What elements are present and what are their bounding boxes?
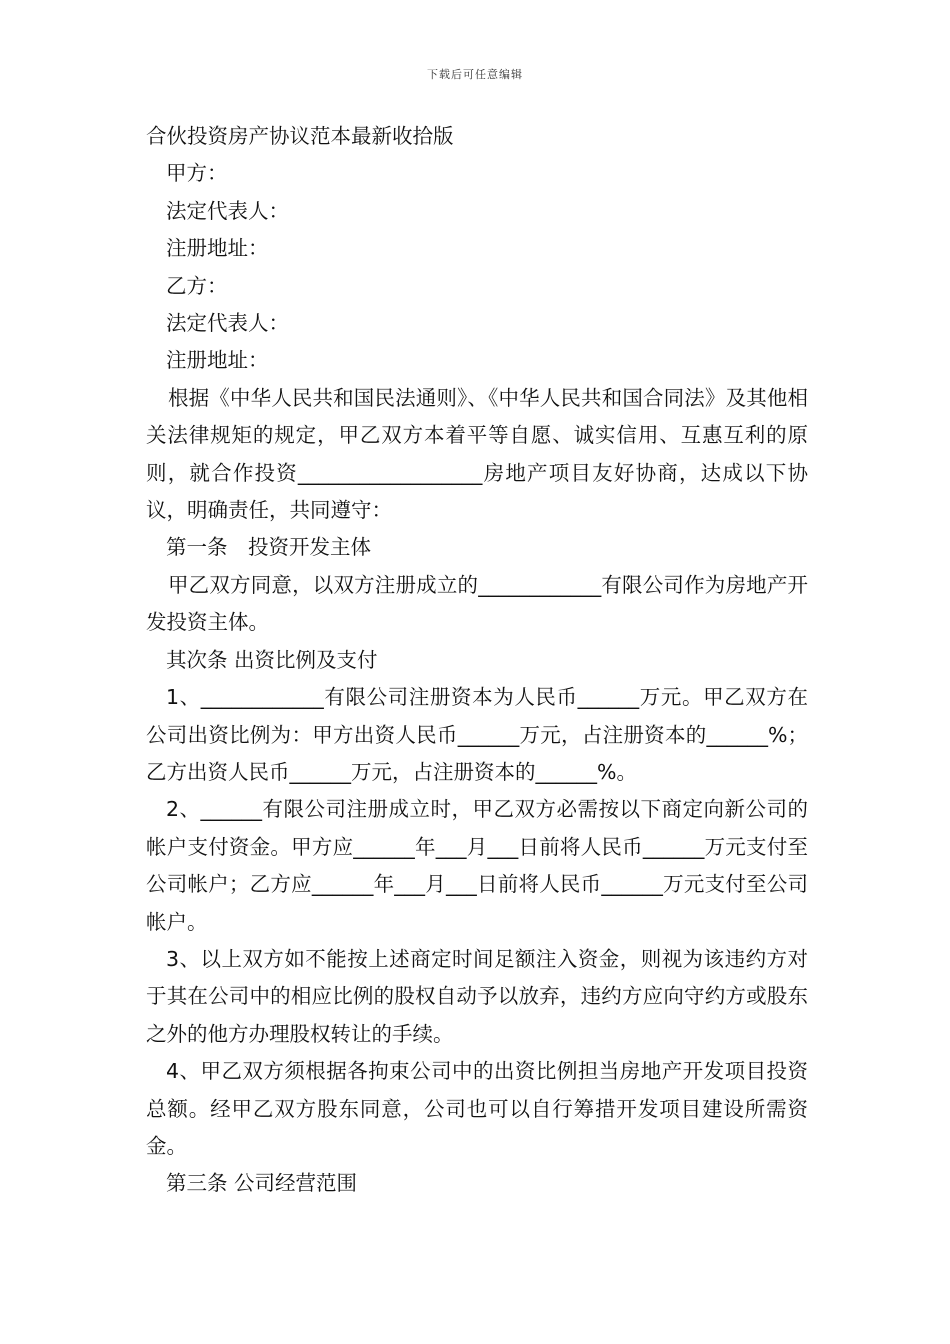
party-b-label: 乙方： <box>166 273 228 298</box>
article-2-item-3: 3、以上双方如不能按上述商定时间足额注入资金，则视为该违约方对于其在公司中的相应比例的股权自动予以放弃，违约方应向守约方或股东之外的他方办理股权转让的手续。 <box>146 946 808 1046</box>
article-2-heading: 其次条 出资比例及支付 <box>166 647 378 672</box>
page-header: 下载后可任意编辑 <box>427 68 523 81</box>
preamble-paragraph: 根据《中华人民共和国民法通则》、《中华人民共和国合同法》及其他相关法律规矩的规定，甲乙双方本着平等自愿、诚实信用、互惠互利的原则，就合作投资__________________房地产项目友好协商，达成以下协议，明确责任，共同遵守： <box>146 385 808 523</box>
party-a-address: 注册地址： <box>166 236 269 261</box>
document-body <box>146 118 808 1203</box>
party-a-representative: 法定代表人： <box>166 198 289 223</box>
article-3-heading: 第三条 公司经营范围 <box>166 1171 358 1196</box>
article-2-item-4: 4、甲乙双方须根据各拘束公司中的出资比例担当房地产开发项目投资总额。经甲乙双方股东同意，公司也可以自行筹措开发项目建设所需资金。 <box>146 1059 808 1158</box>
document-title: 合伙投资房产协议范本最新收拾版 <box>146 124 454 148</box>
article-1-heading: 第一条 投资开发主体 <box>166 535 371 560</box>
party-b-address: 注册地址： <box>166 348 269 373</box>
article-2-item-2: 2、______有限公司注册成立时，甲乙双方必需按以下商定向新公司的帐户支付资金。甲方应______年___月___日前将人民币______万元支付至公司帐户；乙方应______年___月___日前将人民币______万元支付至公司帐户。 <box>146 797 808 934</box>
article-2-item-1: 1、____________有限公司注册资本为人民币______万元。甲乙双方在公司出资比例为：甲方出资人民币______万元，占注册资本的______%；乙方出资人民币______万元，占注册资本的______%。 <box>146 685 808 784</box>
article-1-paragraph: 甲乙双方同意，以双方注册成立的____________有限公司作为房地产开发投资主体。 <box>146 572 808 635</box>
party-a-label: 甲方： <box>166 161 228 186</box>
party-b-representative: 法定代表人： <box>166 311 289 336</box>
